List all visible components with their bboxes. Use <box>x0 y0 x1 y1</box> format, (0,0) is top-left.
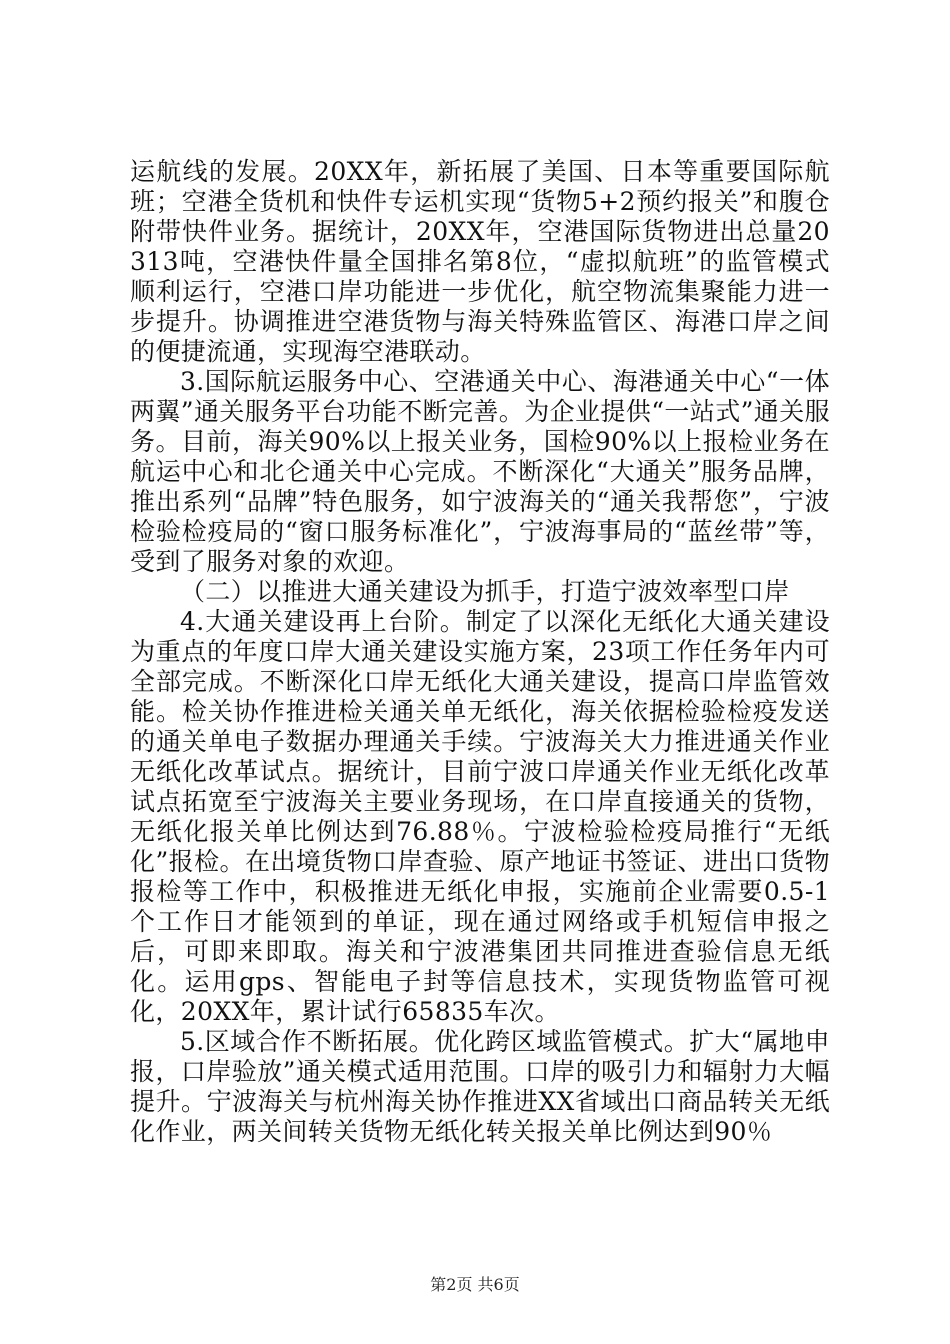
page-footer <box>0 1275 950 1295</box>
section-heading: （二）以推进大通关建设为抓手，打造宁波效率型口岸 <box>180 577 790 606</box>
paragraph-5: 5.区域合作不断拓展。优化跨区域监管模式。扩大“属地申报，口岸验放”通关模式适用范围。口岸的吸引力和辐射力大幅提升。宁波海关与杭州海关协作推进XX省域出口商品转关无纸化作业，两关间转关货物无纸化转关报关单比例达到90％ <box>130 1027 830 1146</box>
paragraph-4: 4.大通关建设再上台阶。制定了以深化无纸化大通关建设为重点的年度口岸大通关建设实施方案，23项工作任务年内可全部完成。不断深化口岸无纸化大通关建设，提高口岸监管效能。检关协作推进检关通关单无纸化，海关依据检验检疫发送的通关单电子数据办理通关手续。宁波海关大力推进通关作业无纸化改革试点。据统计，目前宁波口岸通关作业无纸化改革试点拓宽至宁波海关主要业务现场，在口岸直接通关的货物，无纸化报关单比例达到76.88％。宁波检验检疫局推行“无纸化”报检。在出境货物口岸查验、原产地证书签证、进出口货物报检等工作中，积极推进无纸化申报，实施前企业需要0.5-1个工作日才能领到的单证，现在通过网络或手机短信申报之后，可即来即取。海关和宁波港集团共同推进查验信息无纸化。运用gps、智能电子封等信息技术，实现货物监管可视化，20XX年，累计试行65835车次。 <box>130 607 830 1026</box>
document-body <box>130 157 830 1147</box>
paragraph-1: 运航线的发展。20XX年，新拓展了美国、日本等重要国际航班；空港全货机和快件专运机实现“货物5+2预约报关”和腹仓附带快件业务。据统计，20XX年，空港国际货物进出总量20313吨，空港快件量全国排名第8位，“虚拟航班”的监管模式顺利运行，空港口岸功能进一步优化，航空物流集聚能力进一步提升。协调推进空港货物与海关特殊监管区、海港口岸之间的便捷流通，实现海空港联动。 <box>130 157 830 366</box>
paragraph-2: 3.国际航运服务中心、空港通关中心、海港通关中心“一体两翼”通关服务平台功能不断完善。为企业提供“一站式”通关服务。目前，海关90%以上报关业务，国检90%以上报检业务在航运中心和北仑通关中心完成。不断深化“大通关”服务品牌，推出系列“品牌”特色服务，如宁波海关的“通关我帮您”，宁波检验检疫局的“窗口服务标准化”，宁波海事局的“蓝丝带”等，受到了服务对象的欢迎。 <box>130 367 830 576</box>
page-number: 第2页 共6页 <box>430 1275 520 1294</box>
